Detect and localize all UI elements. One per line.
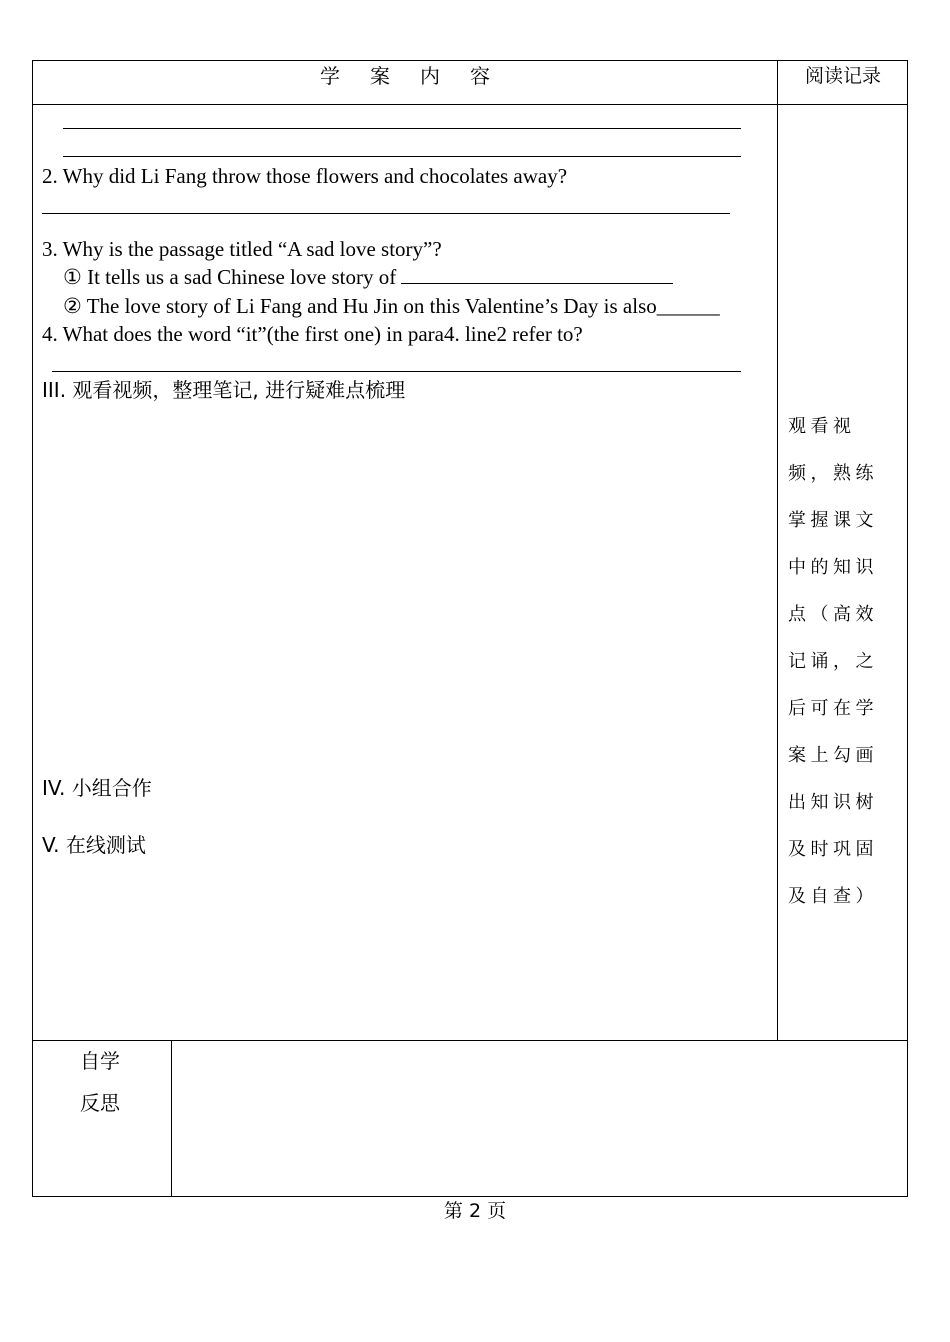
reflection-label-line-1: 自学 xyxy=(80,1049,120,1073)
option-1-blank xyxy=(401,263,673,284)
question-3: 3. Why is the passage titled “A sad love story”? xyxy=(42,237,442,261)
reading-record-note: 观看视频，熟练掌握课文中的知识点（高效记诵，之后可在学案上勾画出知识树及时巩固及自查） xyxy=(788,416,878,907)
question-3-option-1 xyxy=(63,263,673,291)
question-3-option-2 xyxy=(63,292,720,320)
answer-blank-line xyxy=(42,213,730,214)
option-1-text: ① It tells us a sad Chinese love story of xyxy=(63,265,397,289)
study-guide-table xyxy=(32,60,908,1197)
section-4-heading: IV. 小组合作 xyxy=(42,776,152,800)
option-2-text: ② The love story of Li Fang and Hu Jin on this Valentine’s Day is also xyxy=(63,294,657,318)
question-2: 2. Why did Li Fang throw those flowers and chocolates away? xyxy=(42,164,568,188)
section-3-heading: III. 观看视频，整理笔记, 进行疑难点梳理 xyxy=(42,378,406,402)
table-bottom-border xyxy=(32,1196,908,1197)
table-right-border xyxy=(907,60,908,1197)
reflection-label-line-2: 反思 xyxy=(80,1091,120,1115)
table-left-border xyxy=(32,60,33,1197)
answer-blank-line xyxy=(63,128,741,129)
question-4: 4. What does the word “it”(the first one) in para4. line2 refer to? xyxy=(42,322,583,346)
answer-blank-line xyxy=(52,371,741,372)
reading-record-header: 阅读记录 xyxy=(804,65,881,87)
column-divider xyxy=(777,60,778,1041)
answer-blank-line xyxy=(63,156,741,157)
page-number: 第 2 页 xyxy=(443,1200,507,1222)
option-2-blank: ______ xyxy=(656,294,720,318)
reflection-column-divider xyxy=(171,1040,172,1197)
content-column-header: 学 案 内 容 xyxy=(320,64,490,88)
section-5-heading: V. 在线测试 xyxy=(42,833,146,857)
self-study-reflection-label xyxy=(80,1040,120,1124)
